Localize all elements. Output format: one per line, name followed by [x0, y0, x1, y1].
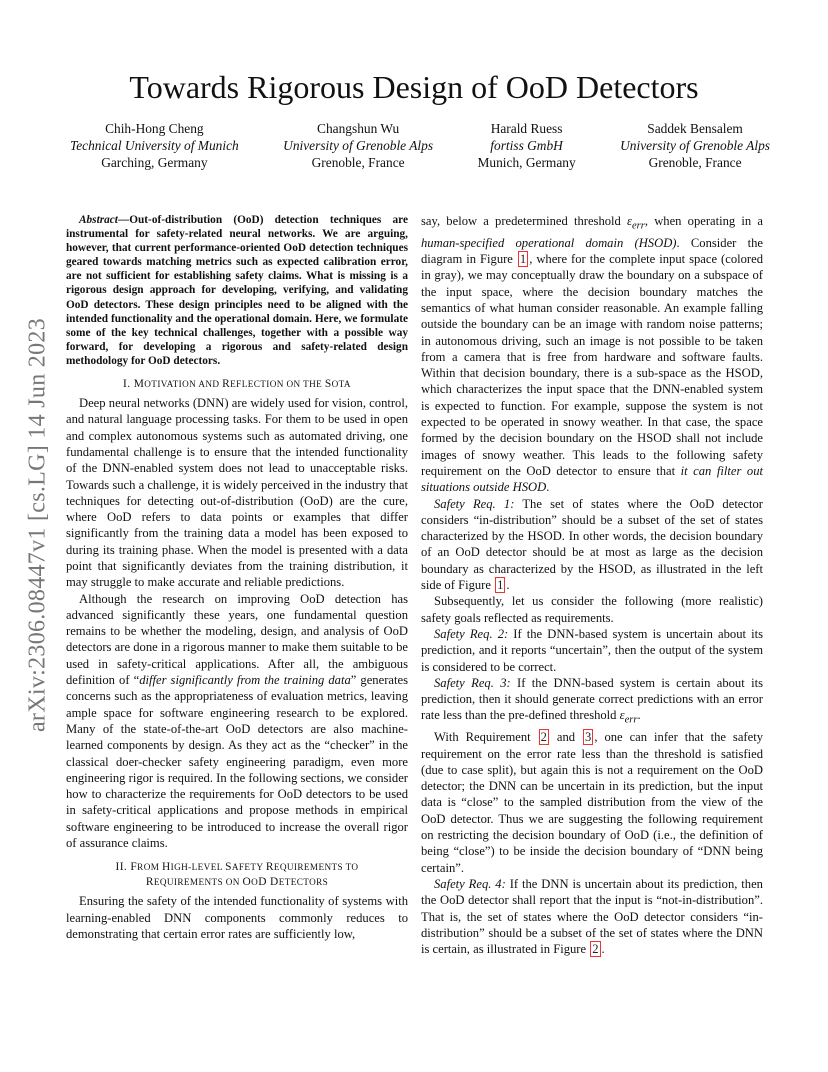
author-affiliation: University of Grenoble Alps [620, 138, 770, 153]
arxiv-id: arXiv:2306.08447v1 [cs.LG] 14 Jun 2023 [24, 317, 51, 733]
author-2 [283, 120, 433, 171]
author-name: Chih-Hong Cheng [105, 121, 204, 136]
safety-req-3: Safety Req. 3: If the DNN-based system is certain about its prediction, then it should generate correct predictions with an error rate less than the pre-defined threshold $\varepsilon_{err}$. [421, 675, 763, 726]
paragraph-subsequently: Subsequently, let us consider the following (more realistic) safety goals reflected as requirements. [421, 594, 763, 625]
requirement-3-link[interactable]: 3 [585, 730, 592, 745]
abstract-lead: Abstract [79, 214, 118, 226]
author-3 [477, 120, 575, 171]
epsilon-symbol: ε [619, 708, 625, 723]
right-column [421, 213, 763, 957]
author-name: Changshun Wu [317, 121, 400, 136]
arxiv-stamp [12, 290, 64, 760]
paragraph-intro: Deep neural networks (DNN) are widely used for vision, control, and natural language processing tasks. For them to be used in open and complex autonomous systems such as automated driving, one fundamental challenge is to ensure that the intended functionality of the DNN-enabled system does not lead to unacceptable risks. Towards such a challenge, it is widely perceived in the industry that techniques for detecting out-of-distribution (OoD) are the cure, where OoD refers to data points or examples that differ significantly from the training data a model has been exposed to during its training phase. When the model is presented with a data point that significantly deviates from the training distribution, it may struggle to make accurate and reliable predictions. [66, 396, 408, 590]
paragraph-safety-intro: Ensuring the safety of the intended functionality of systems with learning-enabled DNN components commonly reduces to demonstrating that certain error rates are sufficiently low, [66, 894, 408, 941]
author-location: Grenoble, France [648, 155, 742, 170]
figure-2-link[interactable]: 2 [592, 942, 599, 957]
paragraph-ood-research: Although the research on improving OoD detection has advanced significantly these years, one fundamental question remains to be whether the modeling, design, and analysis of OoD detectors are done in a rigorous manner to make them suitable to be used in safety-critical applications. After all, the ambiguous definition of “differ significantly from the training data” generates concerns such as the appropriateness of evaluation metrics, leaving ample space for software engineering research to be explored. Many of the state-of-the-art OoD detectors are also machine-learned components by design. As they act as the “checker” in the classical doer-checker safety engineering paradigm, even more engineering rigor is required. In the following sections, we consider how to characterize the requirements for OoD detectors to be used in safety-critical applications and propose methods in empirical software engineering to be introduced to increase the overall rigor of assurance claims. [66, 591, 408, 851]
section-heading-2: II. FROM HIGH-LEVEL SAFETY REQUIREMENTS TO REQUIREMENTS ON OOD DETECTORS [115, 861, 359, 889]
author-block [70, 120, 770, 171]
figure-1-link[interactable]: 1 [497, 578, 504, 593]
requirement-2-link[interactable]: 2 [540, 730, 547, 745]
paragraph-hsod: say, below a predetermined threshold $\varepsilon_{err}$, when operating in a human-specified operational domain (HSOD). Consider the diagram in Figure 1 , where for the complete input space (colored in gray), we may conceptually draw the boundary on a subspace of the input space, where the decision boundary matches the semantics of what human consider reasonable. An example falling outside the boundary can be an image with random noise patterns; in autonomous driving, such an image is not possible to be taken from a camera that is free from hardware and software faults. Within that decision boundary, there is a sub-space as the HSOD, which characterizes the input space that the DNN-enabled system is expected to function. For example, suppose the system is not expected to be operated in snowy weather. In that case, the space formed by the decision boundary on the HSOD shall not include images of snowy weather. This leads to the following safety requirement on the OoD detector to ensure that it can filter out situations outside HSOD. [421, 214, 763, 495]
author-location: Munich, Germany [477, 155, 576, 170]
paragraph-requirement-inference: With Requirement 2 and 3 , one can infer that the safety requirement on the error rate less than the threshold is satisfied (due to case split), but again this is not a requirement on the OoD detector; the DNN can be uncertain in its prediction, but the input data is “close” to the sampled distribution from the view of the OoD detector. Thus we are suggesting the following requirement on restricting the decision boundary of OoD (i.e., the definition of being “close”) to be inside the decision boundary of “DNN being certain”. [421, 730, 764, 875]
author-affiliation: University of Grenoble Alps [283, 138, 434, 153]
author-affiliation: fortiss GmbH [490, 138, 563, 153]
safety-req-4: Safety Req. 4: If the DNN is uncertain about its prediction, then the OoD detector shall report that the input is “not-in-distribution”. That is, the set of states where the OoD detector considers “in-distribution” should be a subset of the set of states where the DNN is certain, as illustrated in Figure 2 . [421, 876, 763, 957]
author-name: Harald Ruess [490, 121, 563, 136]
figure-1-link[interactable]: 1 [519, 252, 527, 267]
safety-req-2: Safety Req. 2: If the DNN-based system is uncertain about its prediction, and it reports “uncertain”, then the output of the system is considered to be correct. [421, 626, 763, 674]
left-column [66, 213, 408, 942]
author-name: Saddek Bensalem [647, 121, 743, 136]
author-affiliation: Technical University of Munich [70, 138, 239, 153]
safety-req-1: Safety Req. 1: The set of states where the OoD detector considers “in-distribution” should be a subset of the set of states characterized by the HSOD. In other words, the decision boundary of an OoD detector should be at most as large as the decision boundary as characterized by the HSOD, as illustrated in the left side of Figure 1 . [421, 496, 763, 593]
author-location: Garching, Germany [101, 155, 208, 170]
author-location: Grenoble, France [311, 155, 405, 170]
abstract-text: —Out-of-distribution (OoD) detection techniques are instrumental for safety-related neural networks. We are arguing, however, that current performance-oriented OoD detection techniques geared towards matching metrics such as expected calibration error, are not sufficient for establishing safety claims. What is missing is a rigorous design approach for developing, verifying, and validating OoD detectors. These design principles need to be aligned with the intended functionality and the operational domain. Here, we formulate some of the key technical challenges, together with a possible way forward, for developing a rigorous and safety-related design methodology for OoD detectors. [66, 214, 408, 367]
epsilon-symbol: ε [627, 214, 633, 228]
author-1 [70, 120, 239, 171]
author-4 [620, 120, 770, 171]
abstract [66, 213, 408, 368]
paper-title: Towards Rigorous Design of OoD Detectors [129, 69, 699, 105]
section-heading-1: I. MOTIVATION AND REFLECTION ON THE SOTA [123, 378, 351, 391]
